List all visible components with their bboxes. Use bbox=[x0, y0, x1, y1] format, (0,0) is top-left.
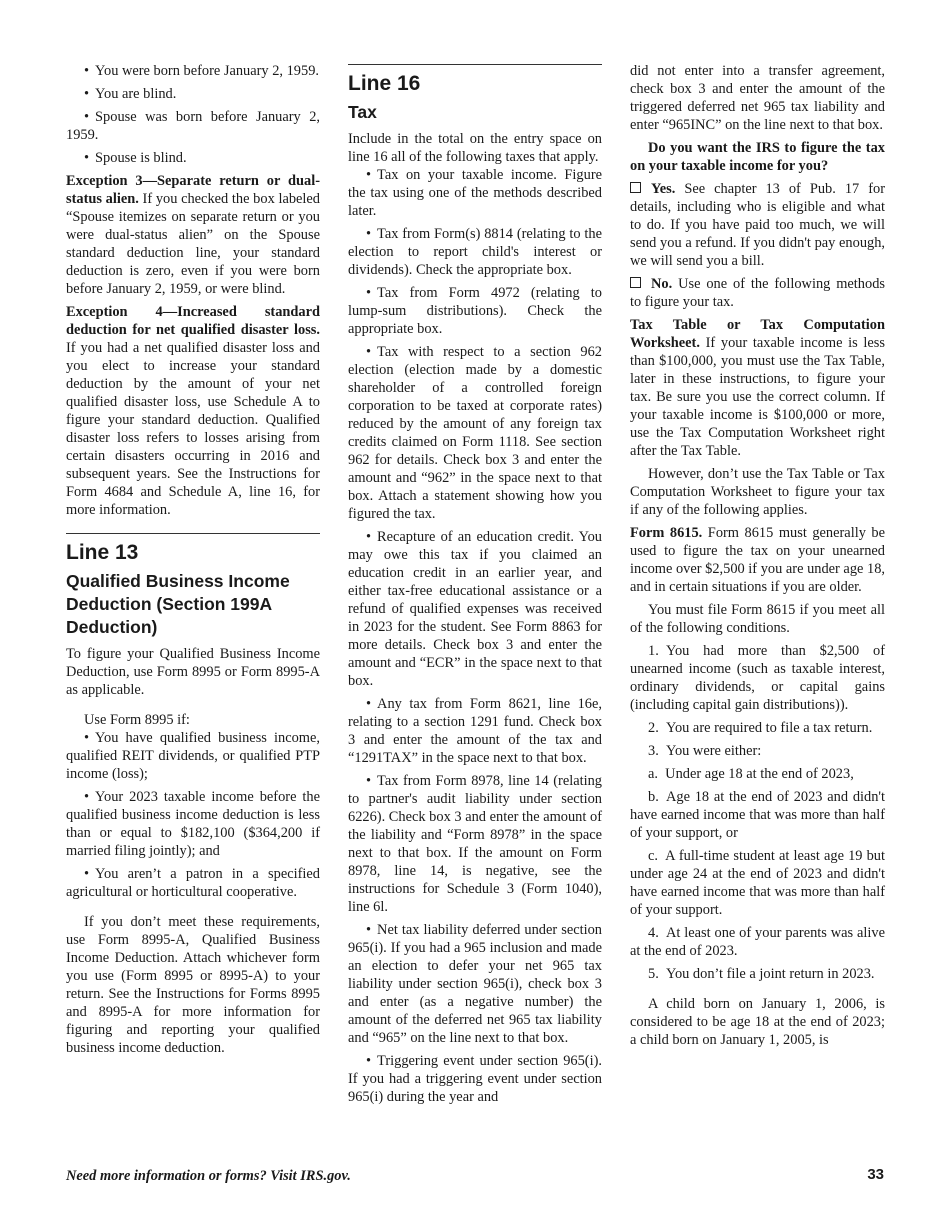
bullet-item: • Any tax from Form 8621, line 16e, relating to a section 1291 fund. Check box 3 and enter the amount of the tax and “1291TAX” in the space next to that box. bbox=[348, 695, 602, 767]
bullet-item: • Tax with respect to a section 962 election (election made by a domestic shareholder of a controlled foreign corporation to be taxed at corporate rates) reduced by the amount of any foreign tax credits claimed on Form 1118. See section 962 for details. Check box 3 and enter the amount and “962” in the space next to that box. Attach a statement showing how you figured the tax. bbox=[348, 343, 602, 523]
bullet-item: • Spouse is blind. bbox=[66, 149, 320, 167]
section-divider bbox=[348, 64, 602, 65]
condition-3c: c. A full-time student at least age 19 but under age 24 at the end of 2023 and didn't have earned income that was more than half of your support. bbox=[630, 848, 885, 918]
exception-4-text: If you had a net qualified disaster loss and you elect to increase your standard deduction by the amount of your net qualified disaster loss, use Schedule A to figure your standard deduction. Qualified disaster loss refers to losses arising from certain disasters occurring in 2016 and subsequent years. See the Instructions for Form 4684 and Schedule A, line 16, for more information. bbox=[66, 340, 320, 518]
tax-table-paragraph bbox=[630, 316, 885, 460]
condition-3: 3. You were either: bbox=[648, 743, 762, 759]
line-16-intro: Include in the total on the entry space on line 16 all of the following taxes that apply. bbox=[348, 131, 602, 165]
no-option bbox=[630, 275, 885, 311]
bullet-item: • Tax from Form 4972 (relating to lump-sum distributions). Check the appropriate box. bbox=[348, 284, 602, 338]
exception-4-paragraph bbox=[66, 303, 320, 519]
condition-3b: b. Age 18 at the end of 2023 and didn't have earned income that was more than half of your support, or bbox=[630, 789, 885, 841]
form-8615-paragraph bbox=[630, 524, 885, 596]
tax-subheading: Tax bbox=[348, 102, 377, 122]
exception-4-title: Exception 4—Increased standard deduction for net qualified disaster loss. bbox=[66, 304, 320, 338]
yes-text: See chapter 13 of Pub. 17 for details, including who is eligible and what to do. If you have paid too much, we will send you a refund. If you didn't pay enough, we will send you a bill. bbox=[630, 181, 885, 269]
bullet-item: • Triggering event under section 965(i). If you had a triggering event under section 965(i) during the year and bbox=[348, 1052, 602, 1106]
line-13-intro: To figure your Qualified Business Income Deduction, use Form 8995 or Form 8995-A as applicable. bbox=[66, 646, 320, 698]
column-middle bbox=[348, 62, 602, 1111]
irs-figure-question bbox=[630, 139, 885, 175]
bullet-item: • You are blind. bbox=[66, 85, 320, 103]
condition-4: 4. At least one of your parents was alive at the end of 2023. bbox=[630, 925, 885, 959]
line-16-heading: Line 16 bbox=[348, 72, 421, 95]
line-13-heading: Line 13 bbox=[66, 541, 139, 564]
condition-5: 5. You don’t file a joint return in 2023. bbox=[648, 966, 875, 982]
line-13-subheading: Qualified Business Income Deduction (Section 199A Deduction) bbox=[66, 571, 290, 637]
yes-checkbox[interactable] bbox=[630, 182, 641, 193]
condition-2: 2. You are required to file a tax return. bbox=[648, 720, 873, 736]
bullet-item: • Your 2023 taxable income before the qualified business income deduction is less than or equal to $182,100 ($364,200 if married filing jointly); and bbox=[66, 788, 320, 860]
however-paragraph: However, don’t use the Tax Table or Tax Computation Worksheet to figure your tax if any of the following applies. bbox=[630, 466, 885, 518]
tax-table-text: If your taxable income is less than $100,000, you must use the Tax Table, later in these instructions, to figure your tax. Be sure you use the correct column. If your taxable income is $100,000 or more, use the Tax Computation Worksheet right after the Tax Table. bbox=[630, 335, 885, 459]
bullet-item: • Recapture of an education credit. You may owe this tax if you claimed an education credit in an earlier year, and either tax-free educational assistance or a refund of qualified expenses was received in 2023 for the student. See Form 8863 for more details. Check box 3 and enter the amount and “ECR” in the space next to that box. bbox=[348, 528, 602, 690]
column-right bbox=[630, 62, 885, 1054]
form-8615-title: Form 8615. bbox=[630, 525, 703, 541]
column-left bbox=[66, 62, 320, 1062]
exception-3-paragraph bbox=[66, 172, 320, 298]
bullet-item: • You have qualified business income, qualified REIT dividends, or qualified PTP income (loss); bbox=[66, 729, 320, 783]
irs-figure-question-text: Do you want the IRS to figure the tax on your taxable income for you? bbox=[630, 140, 885, 174]
bullet-item: • Spouse was born before January 2, 1959. bbox=[66, 108, 320, 144]
condition-1: 1. You had more than $2,500 of unearned income (such as taxable interest, ordinary dividends, or capital gains (including capital gain distributions)). bbox=[630, 643, 885, 713]
tax-table-title: Tax Table or Tax Computation Worksheet. bbox=[630, 317, 885, 351]
form-8615-text: Form 8615 must generally be used to figure the tax on your unearned income over $2,500 if you are under age 18, and in certain situations if you are older. bbox=[630, 525, 886, 595]
bullet-item: • You aren’t a patron in a specified agricultural or horticultural cooperative. bbox=[66, 865, 320, 901]
condition-3a: a. Under age 18 at the end of 2023, bbox=[648, 766, 854, 782]
section-divider bbox=[66, 533, 320, 534]
continued-text: did not enter into a transfer agreement, check box 3 and enter the amount of the triggered deferred net 965 tax liability and enter “965INC” on the line next to that box. bbox=[630, 63, 885, 133]
page-number: 33 bbox=[867, 1166, 884, 1183]
child-note: A child born on January 1, 2006, is considered to be age 18 at the end of 2023; a child born on January 1, 2005, is bbox=[630, 996, 885, 1048]
line-13-closing: If you don’t meet these requirements, use Form 8995-A, Qualified Business Income Deduction. Attach whichever form you use (Form 8995 or 8995-A) to your return. See the Instructions for Forms 8995 and 8995-A for more information for figuring and reporting your qualified business income deduction. bbox=[66, 914, 320, 1056]
bullet-item: • Tax from Form(s) 8814 (relating to the election to report child's interest or dividends). Check the appropriate box. bbox=[348, 225, 602, 279]
no-checkbox[interactable] bbox=[630, 277, 641, 288]
bullet-item: • You were born before January 2, 1959. bbox=[66, 62, 320, 80]
footer-irs-link-text: Need more information or forms? Visit IRS.gov. bbox=[66, 1168, 351, 1184]
no-label: No. bbox=[651, 276, 673, 292]
bullet-item: • Tax from Form 8978, line 14 (relating to partner's audit liability under section 6226). Check box 3 and enter the amount of the liability and “Form 8978” in the space next to that box. If the amount on Form 8978, line 14, is negative, see the instructions for Schedule 3 (Form 1040), line 6l. bbox=[348, 772, 602, 916]
no-text: Use one of the following methods to figure your tax. bbox=[630, 276, 885, 310]
use-8995-lead: Use Form 8995 if: bbox=[84, 712, 190, 728]
must-file-paragraph: You must file Form 8615 if you meet all of the following conditions. bbox=[630, 602, 885, 636]
exception-3-text: If you checked the box labeled “Spouse itemizes on separate return or you were dual-status alien” on the Spouse standard deduction line, your standard deduction is zero, even if you were born before January 2, 1959, or were blind. bbox=[66, 191, 321, 297]
yes-label: Yes. bbox=[651, 181, 676, 197]
yes-option bbox=[630, 180, 885, 270]
bullet-item: • Net tax liability deferred under section 965(i). If you had a 965 inclusion and made an election to defer your net 965 tax liability under section 965(i), check box 3 and enter (as a negative number) the amount of the deferred net 965 tax liability and “965” on the line next to that box. bbox=[348, 921, 602, 1047]
bullet-item: • Tax on your taxable income. Figure the tax using one of the methods described later. bbox=[348, 166, 602, 220]
exception-3-title: Exception 3—Separate return or dual-status alien. bbox=[66, 173, 320, 207]
